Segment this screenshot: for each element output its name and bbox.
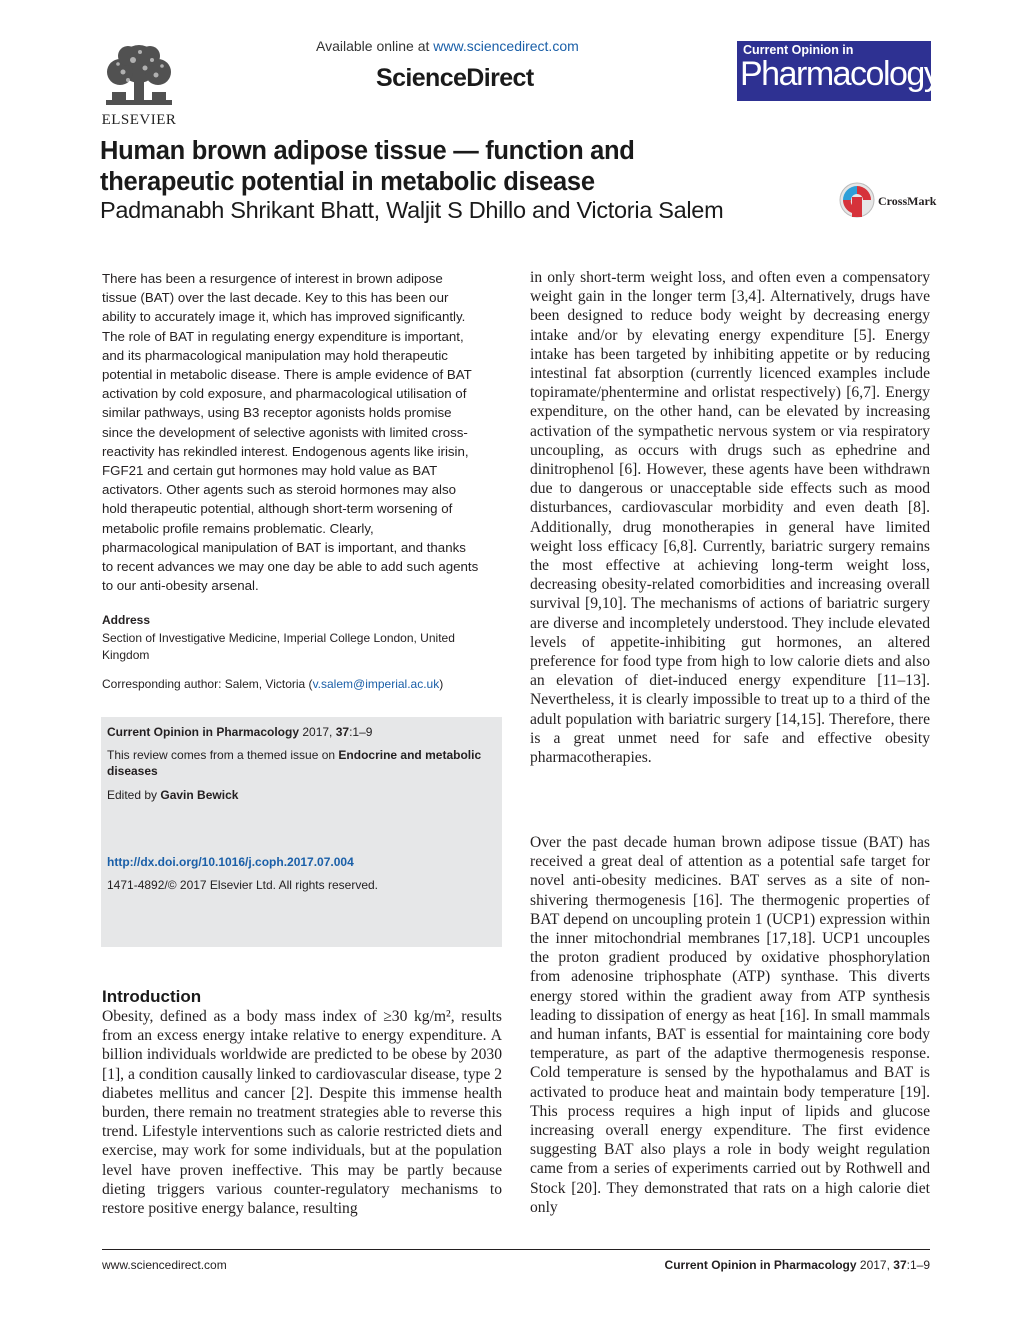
abstract-line: similar pathways, using B3 receptor agonists holds promise xyxy=(102,405,452,421)
abstract-line: reactivity has rekindled interest. Endogenous agents like irisin, xyxy=(102,443,469,459)
abstract-line: pharmacological manipulation of BAT is important, and thanks xyxy=(102,539,466,555)
footer-citation xyxy=(665,1258,930,1272)
available-prefix: Available online at xyxy=(316,38,434,54)
title-line-1: Human brown adipose tissue — function and xyxy=(100,137,635,165)
doi-link[interactable]: http://dx.doi.org/10.1016/j.coph.2017.07.004 xyxy=(107,855,354,869)
abstract-line: activators. Other agents such as steroid hormones may also xyxy=(102,482,457,498)
info-year: 2017, xyxy=(299,725,336,739)
sciencedirect-logo: ScienceDirect xyxy=(376,64,534,92)
sciencedirect-link[interactable]: www.sciencedirect.com xyxy=(433,38,579,54)
elsevier-logo xyxy=(98,42,180,130)
abstract-line: tissue (BAT) over the last decade. Key to this has been our xyxy=(102,290,449,306)
author-email-link[interactable]: v.salem@imperial.ac.uk xyxy=(312,677,440,691)
abstract-line: The role of BAT in regulating energy expenditure is important, xyxy=(102,328,464,344)
abstract-line: ability to accurately image it, which has improved significantly. xyxy=(102,309,466,325)
address-label: Address xyxy=(102,613,151,627)
corresponding-author xyxy=(102,677,502,691)
address-text: Section of Investigative Medicine, Imperial College London, United Kingdom xyxy=(102,631,455,662)
footer-journal: Current Opinion in Pharmacology xyxy=(664,1258,857,1272)
footer-website[interactable]: www.sciencedirect.com xyxy=(102,1258,227,1272)
available-online-line xyxy=(316,38,579,54)
abstract-line: to recent advances we may one day be able to add such agents xyxy=(102,559,479,575)
crossmark-badge[interactable] xyxy=(838,181,938,221)
abstract-line: hold therapeutic potential, although short-term worsening of xyxy=(102,501,453,517)
abstract-line: There has been a resurgence of interest in brown adipose xyxy=(102,271,443,286)
elsevier-wordmark: ELSEVIER xyxy=(101,112,177,128)
corresponding-prefix: Corresponding author: Salem, Victoria ( xyxy=(102,677,313,691)
abstract-line: activation by cold exposure, and pharmacological utilisation of xyxy=(102,386,467,402)
article-title xyxy=(100,136,800,198)
crossmark-icon xyxy=(838,181,876,221)
abstract-line: to our anti-obesity arsenal. xyxy=(102,578,259,594)
info-edited-prefix: Edited by xyxy=(107,788,161,802)
title-line-2: therapeutic potential in metabolic disease xyxy=(100,168,595,196)
footer-volume: 37 xyxy=(893,1258,907,1272)
info-volume: 37 xyxy=(335,725,350,739)
body-paragraph-1: in only short-term weight loss, and often even a compensatory weight gain in the longer term [3,4]. Alternatively, drugs have been designed to reduce body weight by decreasing energy intake and/or by elevating energy expenditure [5]. Energy intake has been targeted by inhibiting appetite or by reducing intestinal fat absorption (currently licenced examples include topiramate/phentermine and orlistat respectively) [6,7]. Energy expenditure, on the other hand, can be elevated by increasing activation of the sympathetic nervous system or via respiratory uncoupling, as occurs with drugs such as ephedrine and dinitrophenol [6]. However, these agents have been withdrawn due to dangerous or unacceptable side effects such as mood disturbances, cardiovascular morbidity and even death [8]. Additionally, drug monotherapies in general have limited weight loss efficacy [6,8]. Currently, bariatric surgery remains the most effective at achieving long-term weight loss, decreasing obesity-related comorbidities and increasing overall survival [9,10]. The mechanisms of actions of bariatric surgery are diverse and incompletely understood. They include elevated levels of appetite-inhibiting gut hormones, an altered preference for food type from high to low calorie diets and also an elevation of diet-induced energy expenditure [11–13]. Nevertheless, it is clearly impossible to treat up to a third of the adult population with bariatric surgery [14,15]. Therefore, there is a great unmet need for safe and effective obesity pharmacotherapies. xyxy=(530,269,930,767)
corresponding-suffix: ) xyxy=(439,677,444,691)
info-journal: Current Opinion in Pharmacology xyxy=(107,725,300,739)
info-editor: Gavin Bewick xyxy=(160,788,239,802)
info-theme xyxy=(107,747,497,779)
info-pages: :1–9 xyxy=(349,725,373,739)
info-edited-by xyxy=(107,787,497,803)
article-authors: Padmanabh Shrikant Bhatt, Waljit S Dhillo and Victoria Salem xyxy=(100,197,724,223)
abstract-line: since the development of selective agonists with limited cross- xyxy=(102,424,468,440)
info-theme-prefix: This review comes from a themed issue on xyxy=(107,748,339,762)
abstract-line: metabolic profile remains problematic. Clearly, xyxy=(102,520,374,536)
introduction-text: Obesity, defined as a body mass index of ≥30 kg/m², results from an excess energy intake relative to energy expenditure. A billion individuals worldwide are predicted to be obese by 2030 [1], a condition causally linked to cardiovascular disease, type 2 diabetes mellitus and cancer [2]. Despite this immense health burden, there remain no treatment strategies able to reverse this trend. Lifestyle interventions such as calorie restricted diets and exercise, may work for some individuals, but at the population level have proven ineffective. This may be partly because dieting triggers various counter-regulatory mechanisms to restore positive energy balance, resulting xyxy=(102,1008,502,1218)
journal-box-top: Current Opinion in xyxy=(743,43,854,57)
journal-logo-box xyxy=(737,41,940,101)
footer-pages: :1–9 xyxy=(906,1258,930,1272)
crossmark-label: CrossMark xyxy=(878,194,937,208)
info-theme-name: Endocrine and metabolic diseases xyxy=(107,748,482,778)
footer-rule xyxy=(102,1249,930,1250)
info-citation xyxy=(107,724,497,740)
abstract xyxy=(102,269,502,595)
info-issn: 1471-4892/© 2017 Elsevier Ltd. All rights reserved. xyxy=(107,878,378,892)
abstract-line: and its pharmacological manipulation may hold therapeutic xyxy=(102,347,448,363)
abstract-line: potential in metabolic disease. There is ample evidence of BAT xyxy=(102,367,472,383)
introduction-heading: Introduction xyxy=(102,987,202,1006)
article-info-box xyxy=(101,717,502,947)
elsevier-tree-icon xyxy=(98,42,180,112)
footer-year: 2017, xyxy=(856,1258,894,1272)
journal-box-name: Pharmacology xyxy=(740,55,940,93)
body-paragraph-2: Over the past decade human brown adipose tissue (BAT) has received a great deal of attention as a potential safe target for novel anti-obesity medicines. BAT serves as a site of non-shivering thermogenesis [16]. The thermogenic properties of BAT depend on uncoupling protein 1 (UCP1) expression within the inner mitochondrial membranes [17,18]. UCP1 uncouples the proton gradient produced by oxidative phosphorylation from adenosine triphosphate (ATP) synthase. This diverts energy stored within the gradient away from ATP synthesis leading to dissipation of energy as heat [16]. In small mammals and human infants, BAT is essential for maintaining core body temperature, as part of the adaptive thermogenesis response. Cold temperature is sensed by the hypothalamus and BAT is activated to produce heat and maintain body temperature [19]. This process requires a high input of lipids and glucose increasing overall energy expenditure. The first evidence suggesting BAT also plays a role in body weight regulation came from a series of experiments carried out by Rothwell and Stock [20]. They demonstrated that rats on a high calorie diet only xyxy=(530,834,930,1216)
abstract-line: FGF21 and certain gut hormones may hold value as BAT xyxy=(102,463,438,479)
